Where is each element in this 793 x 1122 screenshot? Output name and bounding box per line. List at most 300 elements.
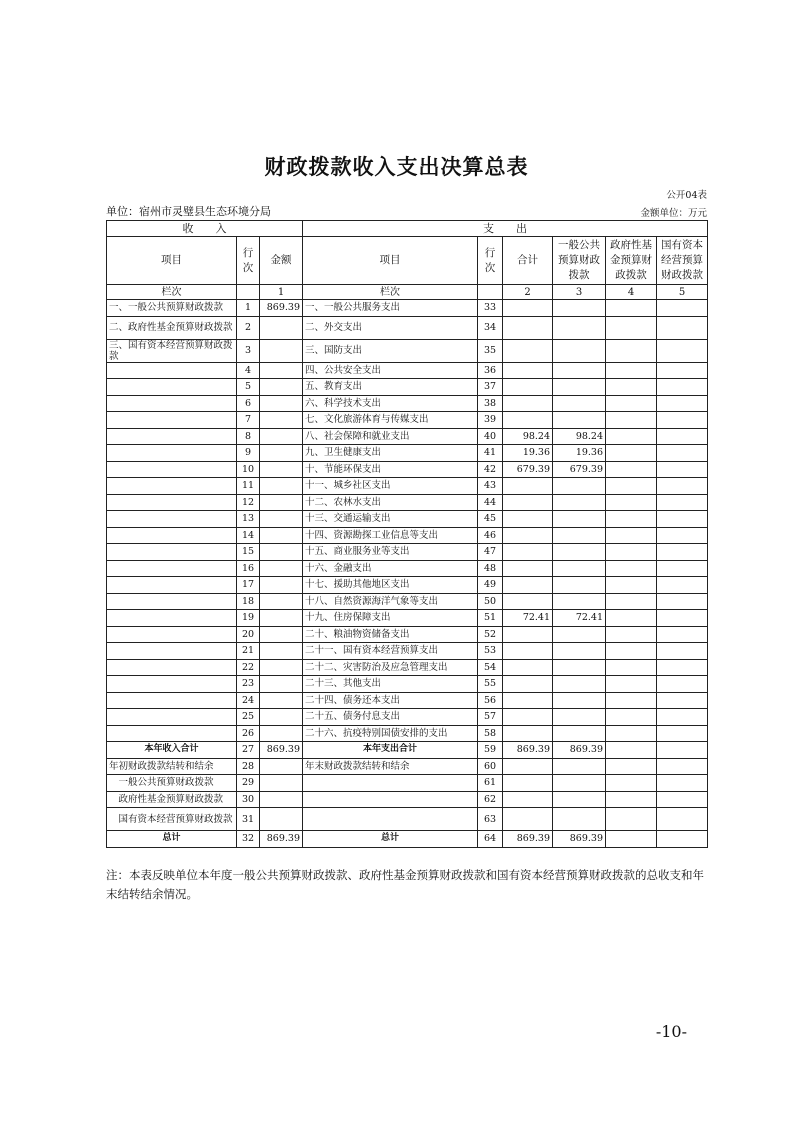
expense-line-cell: 46 <box>478 527 503 544</box>
income-item-cell <box>107 709 237 726</box>
gov-fund-cell <box>606 593 657 610</box>
amount-unit: 金额单位：万元 <box>640 208 707 219</box>
income-line-cell: 11 <box>237 478 260 495</box>
total-cell <box>503 643 553 660</box>
income-amount-cell: 869.39 <box>260 831 303 848</box>
expense-item-cell: 八、社会保障和就业支出 <box>303 428 478 445</box>
state-capital-cell <box>657 511 708 528</box>
expense-item-cell: 十六、金融支出 <box>303 560 478 577</box>
state-capital-cell <box>657 494 708 511</box>
income-line-cell: 27 <box>237 742 260 759</box>
expense-item-cell: 总计 <box>303 831 478 848</box>
income-amount-cell <box>260 593 303 610</box>
expense-item-cell: 十二、农林水支出 <box>303 494 478 511</box>
income-line-cell: 21 <box>237 643 260 660</box>
total-cell <box>503 659 553 676</box>
table-row <box>107 379 708 396</box>
income-item-cell <box>107 659 237 676</box>
expense-line-cell: 39 <box>478 412 503 429</box>
expense-item-cell <box>303 808 478 831</box>
income-item-cell <box>107 379 237 396</box>
expense-item-cell: 二、外交支出 <box>303 316 478 339</box>
col-num: 3 <box>553 285 606 300</box>
state-capital-cell <box>657 445 708 462</box>
gov-fund-cell <box>606 692 657 709</box>
general-budget-cell <box>553 692 606 709</box>
general-budget-cell <box>553 808 606 831</box>
general-budget-cell <box>553 478 606 495</box>
income-amount-cell <box>260 544 303 561</box>
total-cell <box>503 339 553 362</box>
total-cell <box>503 758 553 775</box>
income-amount-cell <box>260 676 303 693</box>
gov-fund-cell <box>606 428 657 445</box>
col-row-label: 栏次 <box>107 285 237 300</box>
general-budget-cell: 679.39 <box>553 461 606 478</box>
total-cell <box>503 775 553 792</box>
gov-fund-cell <box>606 379 657 396</box>
gov-fund-cell <box>606 461 657 478</box>
expense-line-cell: 47 <box>478 544 503 561</box>
income-amount-cell <box>260 478 303 495</box>
table-row <box>107 791 708 808</box>
table-row <box>107 676 708 693</box>
general-budget-cell: 869.39 <box>553 831 606 848</box>
state-capital-cell <box>657 676 708 693</box>
table-row <box>107 428 708 445</box>
total-cell <box>503 379 553 396</box>
total-cell <box>503 395 553 412</box>
general-budget-cell <box>553 709 606 726</box>
income-line-cell: 10 <box>237 461 260 478</box>
income-line-cell: 6 <box>237 395 260 412</box>
state-capital-cell <box>657 339 708 362</box>
general-budget-cell <box>553 775 606 792</box>
general-budget-cell <box>553 511 606 528</box>
income-amount-cell <box>260 725 303 742</box>
income-item-cell <box>107 610 237 627</box>
total-cell: 98.24 <box>503 428 553 445</box>
total-header: 合计 <box>503 237 553 285</box>
income-line-cell: 9 <box>237 445 260 462</box>
table-row <box>107 544 708 561</box>
state-capital-cell <box>657 758 708 775</box>
state-capital-cell <box>657 316 708 339</box>
expense-line-cell: 35 <box>478 339 503 362</box>
general-budget-cell <box>553 379 606 396</box>
income-amount-header: 金额 <box>260 237 303 285</box>
income-line-cell: 31 <box>237 808 260 831</box>
income-amount-cell <box>260 577 303 594</box>
table-row <box>107 831 708 848</box>
income-amount-cell <box>260 775 303 792</box>
total-cell <box>503 316 553 339</box>
gov-fund-cell <box>606 808 657 831</box>
general-budget-cell <box>553 577 606 594</box>
income-line-cell: 25 <box>237 709 260 726</box>
expense-item-cell: 十八、自然资源海洋气象等支出 <box>303 593 478 610</box>
expense-line-cell: 40 <box>478 428 503 445</box>
col-num: 2 <box>503 285 553 300</box>
income-amount-cell <box>260 643 303 660</box>
expense-line-cell: 63 <box>478 808 503 831</box>
income-amount-cell <box>260 316 303 339</box>
table-row <box>107 808 708 831</box>
state-capital-cell <box>657 461 708 478</box>
expense-line-cell: 56 <box>478 692 503 709</box>
expense-item-cell: 三、国防支出 <box>303 339 478 362</box>
table-row <box>107 412 708 429</box>
gov-fund-cell <box>606 395 657 412</box>
gov-fund-cell <box>606 626 657 643</box>
gov-fund-cell <box>606 300 657 317</box>
income-amount-cell <box>260 808 303 831</box>
income-item-cell: 二、政府性基金预算财政拨款 <box>107 316 237 339</box>
expense-line-cell: 45 <box>478 511 503 528</box>
total-cell <box>503 560 553 577</box>
expense-item-header: 项目 <box>303 237 478 285</box>
expense-line-cell: 52 <box>478 626 503 643</box>
income-item-cell: 本年收入合计 <box>107 742 237 759</box>
state-capital-cell <box>657 362 708 379</box>
expense-line-cell: 50 <box>478 593 503 610</box>
general-budget-cell <box>553 412 606 429</box>
expense-item-cell: 十七、援助其他地区支出 <box>303 577 478 594</box>
income-amount-cell: 869.39 <box>260 300 303 317</box>
gov-fund-cell <box>606 362 657 379</box>
expense-line-cell: 38 <box>478 395 503 412</box>
table-row <box>107 692 708 709</box>
income-line-cell: 12 <box>237 494 260 511</box>
expense-line-cell: 62 <box>478 791 503 808</box>
income-line-cell: 8 <box>237 428 260 445</box>
income-item-cell: 政府性基金预算财政拨款 <box>107 791 237 808</box>
budget-table <box>106 220 708 848</box>
total-cell <box>503 692 553 709</box>
income-line-cell: 23 <box>237 676 260 693</box>
table-row <box>107 395 708 412</box>
table-row <box>107 300 708 317</box>
state-capital-cell <box>657 725 708 742</box>
general-budget-cell <box>553 494 606 511</box>
income-line-cell: 1 <box>237 300 260 317</box>
total-cell: 869.39 <box>503 831 553 848</box>
expense-item-cell: 十、节能环保支出 <box>303 461 478 478</box>
income-line-cell: 16 <box>237 560 260 577</box>
gov-fund-cell <box>606 412 657 429</box>
gov-fund-cell <box>606 560 657 577</box>
income-item-cell <box>107 626 237 643</box>
table-row <box>107 577 708 594</box>
total-cell <box>503 676 553 693</box>
table-row <box>107 461 708 478</box>
general-budget-cell <box>553 643 606 660</box>
expense-item-cell: 四、公共安全支出 <box>303 362 478 379</box>
expense-item-cell <box>303 775 478 792</box>
unit-label: 单位：宿州市灵璧县生态环境分局 <box>106 205 271 218</box>
table-row <box>107 478 708 495</box>
income-item-cell <box>107 428 237 445</box>
expense-item-cell: 十一、城乡社区支出 <box>303 478 478 495</box>
table-row <box>107 626 708 643</box>
income-item-cell <box>107 692 237 709</box>
total-cell: 679.39 <box>503 461 553 478</box>
table-row <box>107 527 708 544</box>
income-item-cell <box>107 593 237 610</box>
state-capital-cell <box>657 709 708 726</box>
income-amount-cell <box>260 659 303 676</box>
gov-fund-header: 政府性基金预算财政拨款 <box>606 237 657 285</box>
general-budget-cell <box>553 316 606 339</box>
expense-item-cell: 九、卫生健康支出 <box>303 445 478 462</box>
expense-line-cell: 55 <box>478 676 503 693</box>
expense-line-cell: 44 <box>478 494 503 511</box>
expense-item-cell: 十九、住房保障支出 <box>303 610 478 627</box>
state-capital-cell <box>657 610 708 627</box>
income-item-cell: 一般公共预算财政拨款 <box>107 775 237 792</box>
gov-fund-cell <box>606 316 657 339</box>
state-capital-cell <box>657 412 708 429</box>
income-amount-cell <box>260 610 303 627</box>
expense-item-cell: 七、文化旅游体育与传媒支出 <box>303 412 478 429</box>
table-row <box>107 709 708 726</box>
expense-line-cell: 33 <box>478 300 503 317</box>
income-line-cell: 7 <box>237 412 260 429</box>
expense-line-header: 行次 <box>478 237 503 285</box>
expense-item-cell: 一、一般公共服务支出 <box>303 300 478 317</box>
total-cell: 869.39 <box>503 742 553 759</box>
total-cell <box>503 362 553 379</box>
gov-fund-cell <box>606 610 657 627</box>
income-amount-cell <box>260 362 303 379</box>
table-row <box>107 742 708 759</box>
state-capital-cell <box>657 659 708 676</box>
income-item-cell <box>107 494 237 511</box>
income-amount-cell <box>260 709 303 726</box>
income-amount-cell <box>260 395 303 412</box>
total-cell <box>503 808 553 831</box>
gov-fund-cell <box>606 527 657 544</box>
col-num: 4 <box>606 285 657 300</box>
col-row-label: 栏次 <box>303 285 478 300</box>
income-line-cell: 5 <box>237 379 260 396</box>
expense-item-cell: 二十二、灾害防治及应急管理支出 <box>303 659 478 676</box>
gov-fund-cell <box>606 775 657 792</box>
income-item-cell <box>107 544 237 561</box>
gov-fund-cell <box>606 742 657 759</box>
expense-item-cell: 本年支出合计 <box>303 742 478 759</box>
form-code: 公开04表 <box>666 190 707 201</box>
table-row <box>107 659 708 676</box>
income-item-cell: 三、国有资本经营预算财政拨款 <box>107 339 237 362</box>
state-capital-cell <box>657 544 708 561</box>
income-amount-cell <box>260 461 303 478</box>
total-cell <box>503 593 553 610</box>
expense-item-cell: 二十、粮油物资储备支出 <box>303 626 478 643</box>
table-row <box>107 643 708 660</box>
income-line-header: 行次 <box>237 237 260 285</box>
gov-fund-cell <box>606 725 657 742</box>
income-item-cell: 一、一般公共预算财政拨款 <box>107 300 237 317</box>
general-budget-cell: 19.36 <box>553 445 606 462</box>
income-amount-cell <box>260 379 303 396</box>
state-capital-cell <box>657 428 708 445</box>
expense-line-cell: 60 <box>478 758 503 775</box>
gov-fund-cell <box>606 544 657 561</box>
general-budget-cell <box>553 300 606 317</box>
income-amount-cell: 869.39 <box>260 742 303 759</box>
table-row <box>107 725 708 742</box>
income-item-cell <box>107 643 237 660</box>
income-header: 收 入 <box>107 221 303 237</box>
state-capital-cell <box>657 626 708 643</box>
expense-line-cell: 54 <box>478 659 503 676</box>
state-capital-cell <box>657 527 708 544</box>
gov-fund-cell <box>606 445 657 462</box>
table-row <box>107 445 708 462</box>
general-budget-cell <box>553 676 606 693</box>
general-budget-cell: 869.39 <box>553 742 606 759</box>
state-capital-cell <box>657 560 708 577</box>
general-budget-header: 一般公共预算财政拨款 <box>553 237 606 285</box>
income-line-cell: 29 <box>237 775 260 792</box>
income-line-cell: 18 <box>237 593 260 610</box>
expense-item-cell <box>303 791 478 808</box>
footnote: 注：本表反映单位本年度一般公共预算财政拨款、政府性基金预算财政拨款和国有资本经营预算财政拨款的总收支和年末结转结余情况。 <box>106 868 704 901</box>
general-budget-cell <box>553 725 606 742</box>
expense-line-cell: 57 <box>478 709 503 726</box>
total-cell <box>503 527 553 544</box>
income-line-cell: 3 <box>237 339 260 362</box>
income-item-cell <box>107 395 237 412</box>
total-cell <box>503 725 553 742</box>
total-cell <box>503 577 553 594</box>
general-budget-cell <box>553 362 606 379</box>
gov-fund-cell <box>606 831 657 848</box>
state-capital-cell <box>657 478 708 495</box>
income-amount-cell <box>260 626 303 643</box>
income-amount-cell <box>260 494 303 511</box>
expense-item-cell: 年末财政拨款结转和结余 <box>303 758 478 775</box>
general-budget-cell <box>553 758 606 775</box>
expense-item-cell: 二十四、债务还本支出 <box>303 692 478 709</box>
gov-fund-cell <box>606 709 657 726</box>
income-line-cell: 15 <box>237 544 260 561</box>
income-amount-cell <box>260 791 303 808</box>
state-capital-cell <box>657 831 708 848</box>
page-number: -10- <box>655 1022 687 1041</box>
expense-line-cell: 36 <box>478 362 503 379</box>
income-item-header: 项目 <box>107 237 237 285</box>
state-capital-cell <box>657 395 708 412</box>
total-cell <box>503 626 553 643</box>
gov-fund-cell <box>606 791 657 808</box>
income-amount-cell <box>260 412 303 429</box>
income-line-cell: 26 <box>237 725 260 742</box>
income-line-cell: 13 <box>237 511 260 528</box>
general-budget-cell: 72.41 <box>553 610 606 627</box>
expense-item-cell: 二十六、抗疫特别国债安排的支出 <box>303 725 478 742</box>
income-amount-cell <box>260 527 303 544</box>
income-line-cell: 22 <box>237 659 260 676</box>
gov-fund-cell <box>606 494 657 511</box>
expense-item-cell: 二十五、债务付息支出 <box>303 709 478 726</box>
income-item-cell <box>107 577 237 594</box>
table-row <box>107 362 708 379</box>
gov-fund-cell <box>606 659 657 676</box>
state-capital-cell <box>657 742 708 759</box>
income-amount-cell <box>260 511 303 528</box>
table-row <box>107 316 708 339</box>
table-row <box>107 511 708 528</box>
expense-line-cell: 48 <box>478 560 503 577</box>
income-line-cell: 17 <box>237 577 260 594</box>
income-item-cell <box>107 445 237 462</box>
expense-line-cell: 51 <box>478 610 503 627</box>
total-cell: 19.36 <box>503 445 553 462</box>
state-capital-cell <box>657 791 708 808</box>
page-title: 财政拨款收入支出决算总表 <box>264 155 529 179</box>
income-item-cell: 国有资本经营预算财政拨款 <box>107 808 237 831</box>
expense-line-cell: 53 <box>478 643 503 660</box>
total-cell: 72.41 <box>503 610 553 627</box>
table-row <box>107 593 708 610</box>
state-capital-cell <box>657 577 708 594</box>
gov-fund-cell <box>606 676 657 693</box>
income-amount-cell <box>260 339 303 362</box>
table-row <box>107 339 708 362</box>
col-num: 5 <box>657 285 708 300</box>
table-row <box>107 610 708 627</box>
expense-item-cell: 十三、交通运输支出 <box>303 511 478 528</box>
state-capital-header: 国有资本经营预算财政拨款 <box>657 237 708 285</box>
total-cell <box>503 511 553 528</box>
state-capital-cell <box>657 692 708 709</box>
income-item-cell <box>107 362 237 379</box>
gov-fund-cell <box>606 577 657 594</box>
income-line-cell: 19 <box>237 610 260 627</box>
expense-item-cell: 二十三、其他支出 <box>303 676 478 693</box>
total-cell <box>503 544 553 561</box>
total-cell <box>503 412 553 429</box>
expense-line-cell: 58 <box>478 725 503 742</box>
expense-item-cell: 五、教育支出 <box>303 379 478 396</box>
income-item-cell <box>107 478 237 495</box>
expense-line-cell: 49 <box>478 577 503 594</box>
general-budget-cell <box>553 395 606 412</box>
total-cell <box>503 300 553 317</box>
state-capital-cell <box>657 643 708 660</box>
income-amount-cell <box>260 758 303 775</box>
income-amount-cell <box>260 445 303 462</box>
income-line-cell: 14 <box>237 527 260 544</box>
general-budget-cell <box>553 791 606 808</box>
income-item-cell: 年初财政拨款结转和结余 <box>107 758 237 775</box>
income-line-cell: 2 <box>237 316 260 339</box>
general-budget-cell <box>553 544 606 561</box>
gov-fund-cell <box>606 643 657 660</box>
income-item-cell <box>107 412 237 429</box>
general-budget-cell: 98.24 <box>553 428 606 445</box>
income-item-cell <box>107 511 237 528</box>
income-item-cell <box>107 676 237 693</box>
income-amount-cell <box>260 428 303 445</box>
income-line-cell: 32 <box>237 831 260 848</box>
expense-item-cell: 十四、资源勘探工业信息等支出 <box>303 527 478 544</box>
general-budget-cell <box>553 626 606 643</box>
total-cell <box>503 709 553 726</box>
income-line-cell: 24 <box>237 692 260 709</box>
